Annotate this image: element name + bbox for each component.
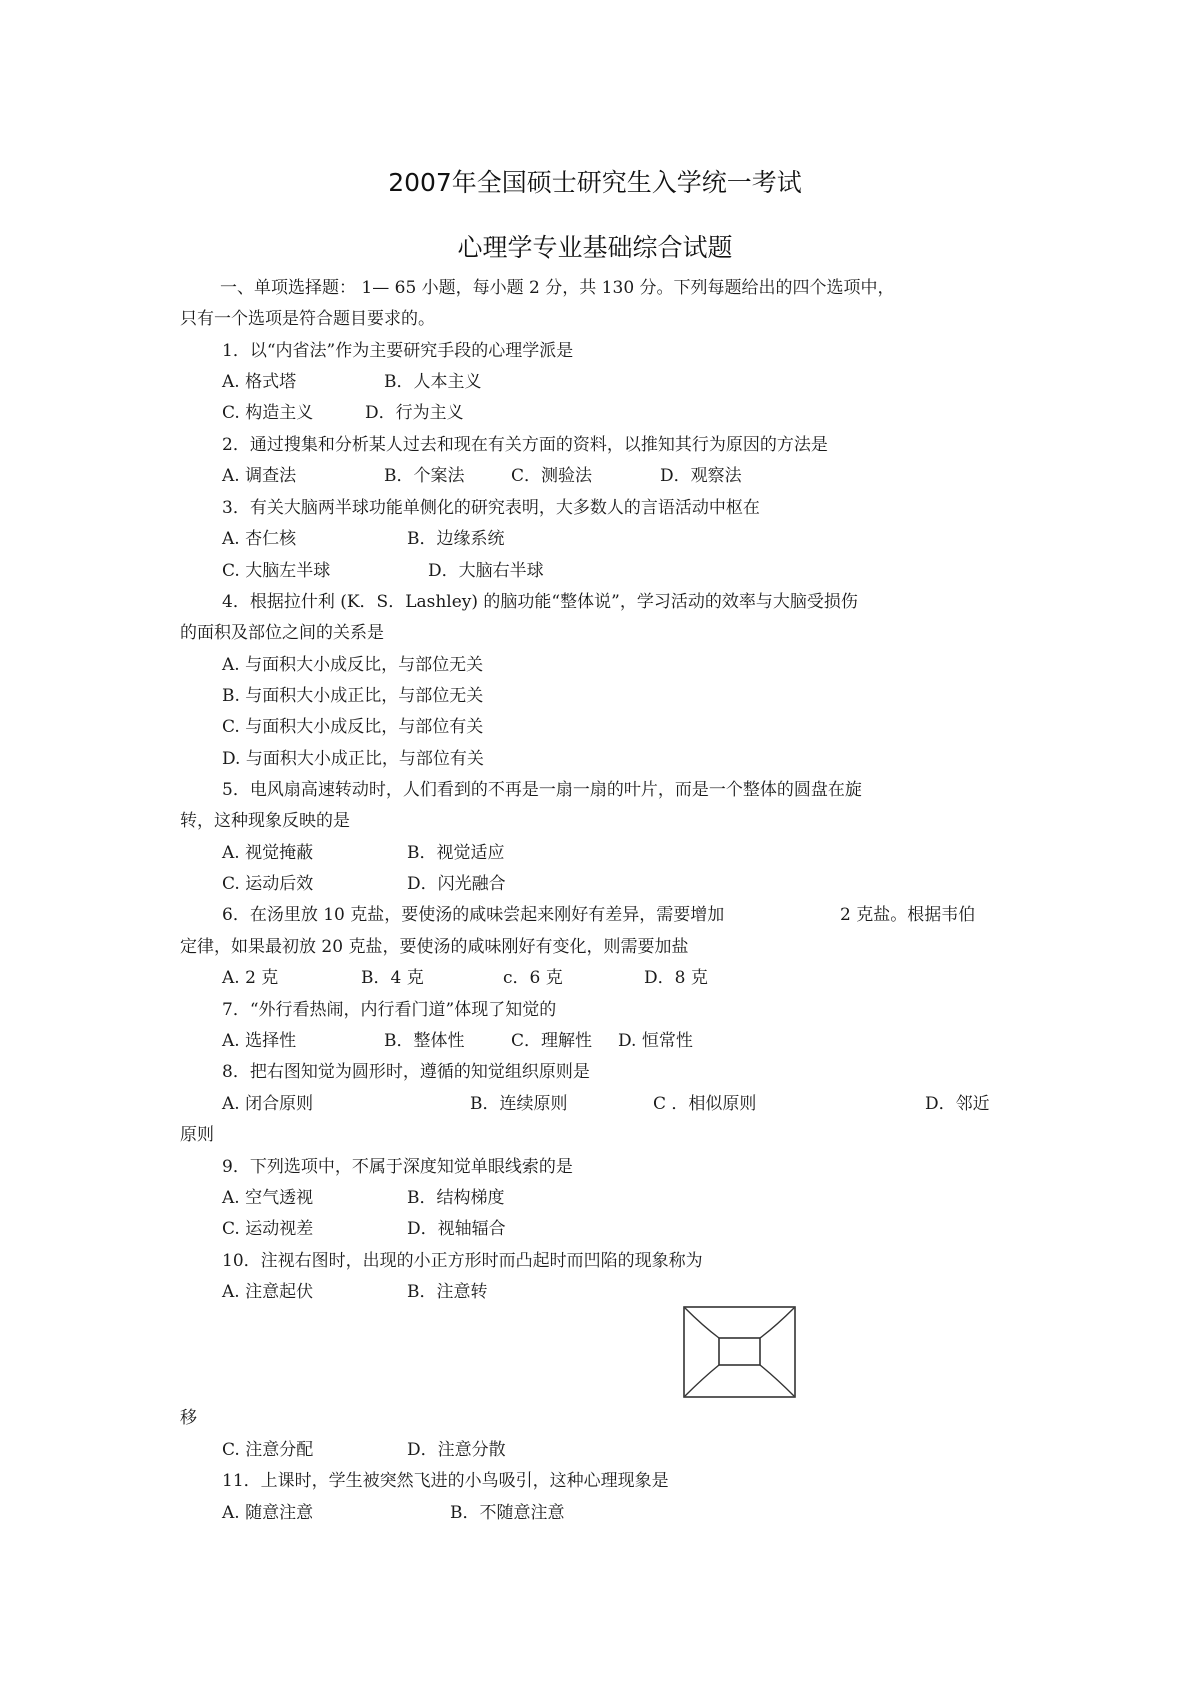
- q1-stem: 1．以“内省法”作为主要研究手段的心理学派是: [222, 341, 574, 361]
- q8-option-c: C ．相似原则: [653, 1094, 757, 1114]
- q9-option-d: D．视轴辐合: [407, 1219, 506, 1239]
- q4-option-c: C. 与面积大小成反比，与部位有关: [222, 717, 484, 737]
- q8-option-b: B．连续原则: [470, 1094, 568, 1114]
- q7-stem: 7．“外行看热闹，内行看门道”体现了知觉的: [222, 1000, 557, 1020]
- q2-stem: 2．通过搜集和分析某人过去和现在有关方面的资料，以推知其行为原因的方法是: [222, 435, 828, 455]
- q1-option-d: D．行为主义: [365, 403, 464, 423]
- q6-stem-line-1a: 6．在汤里放 10 克盐，要使汤的咸味尝起来刚好有差异，需要增加: [222, 905, 725, 925]
- q9-option-b: B．结构梯度: [407, 1188, 505, 1208]
- q6-option-a: A. 2 克: [222, 968, 279, 988]
- q5-option-a: A. 视觉掩蔽: [222, 843, 314, 863]
- q11-option-b: B．不随意注意: [450, 1503, 565, 1523]
- q7-option-b: B．整体性: [384, 1031, 465, 1051]
- q7-option-d: D. 恒常性: [618, 1031, 693, 1051]
- q8-option-d: D．邻近: [925, 1094, 990, 1114]
- figure-curve-bottom-left: [685, 1365, 719, 1396]
- q7-option-a: A. 选择性: [222, 1031, 297, 1051]
- q9-stem: 9．下列选项中，不属于深度知觉单眼线索的是: [222, 1157, 573, 1177]
- q6-stem-line-2: 定律，如果最初放 20 克盐，要使汤的咸味刚好有变化，则需要加盐: [180, 937, 689, 957]
- q10-stem: 10．注视右图时，出现的小正方形时而凸起时而凹陷的现象称为: [222, 1251, 703, 1271]
- q9-option-a: A. 空气透视: [222, 1188, 314, 1208]
- q10-option-d: D．注意分散: [407, 1440, 506, 1460]
- q3-option-a: A. 杏仁核: [222, 529, 297, 549]
- q4-option-d: D. 与面积大小成正比，与部位有关: [222, 749, 484, 769]
- q5-option-b: B．视觉适应: [407, 843, 505, 863]
- q5-stem-line-1: 5．电风扇高速转动时，人们看到的不再是一扇一扇的叶片，而是一个整体的圆盘在旋: [222, 780, 862, 800]
- q3-option-b: B．边缘系统: [407, 529, 505, 549]
- q10-option-b-wrap: 移: [180, 1408, 197, 1428]
- q6-option-b: B．4 克: [361, 968, 424, 988]
- q7-option-c: C．理解性: [511, 1031, 593, 1051]
- exam-subtitle: 心理学专业基础综合试题: [457, 233, 733, 262]
- q4-option-a: A. 与面积大小成反比，与部位无关: [222, 655, 484, 675]
- figure-curve-bottom-right: [760, 1365, 794, 1396]
- q5-option-d: D．闪光融合: [407, 874, 506, 894]
- q10-option-b: B．注意转: [407, 1282, 488, 1302]
- q11-stem: 11．上课时，学生被突然飞进的小鸟吸引，这种心理现象是: [222, 1471, 669, 1491]
- q4-stem-line-1: 4．根据拉什利 (K．S．Lashley) 的脑功能“整体说”，学习活动的效率与大脑受损伤: [222, 592, 858, 612]
- q6-option-c: c．6 克: [503, 968, 563, 988]
- figure-curve-top-right: [760, 1308, 794, 1338]
- q2-option-c: C．测验法: [511, 466, 593, 486]
- q8-stem: 8．把右图知觉为圆形时，遵循的知觉组织原则是: [222, 1062, 590, 1082]
- square-illusion-figure: [683, 1306, 796, 1398]
- q4-option-b: B. 与面积大小成正比，与部位无关: [222, 686, 484, 706]
- q6-option-d: D．8 克: [644, 968, 708, 988]
- q6-stem-line-1b: 2 克盐。根据韦伯: [840, 905, 976, 925]
- q2-option-a: A. 调查法: [222, 466, 297, 486]
- figure-inner-square: [719, 1338, 760, 1365]
- q4-stem-line-2: 的面积及部位之间的关系是: [180, 623, 384, 643]
- q3-stem: 3．有关大脑两半球功能单侧化的研究表明，大多数人的言语活动中枢在: [222, 498, 760, 518]
- q3-option-d: D．大脑右半球: [428, 561, 544, 581]
- q3-option-c: C. 大脑左半球: [222, 561, 331, 581]
- q1-option-c: C. 构造主义: [222, 403, 314, 423]
- figure-curve-top-left: [685, 1308, 719, 1338]
- instructions-line-1: 一、单项选择题： 1— 65 小题，每小题 2 分，共 130 分。下列每题给出的四个选项中，: [220, 278, 895, 298]
- q9-option-c: C. 运动视差: [222, 1219, 314, 1239]
- q8-option-a: A. 闭合原则: [222, 1094, 314, 1114]
- q5-stem-line-2: 转，这种现象反映的是: [180, 811, 350, 831]
- q2-option-b: B．个案法: [384, 466, 465, 486]
- q1-option-a: A. 格式塔: [222, 372, 297, 392]
- figure-outer-square: [684, 1307, 795, 1397]
- instructions-line-2: 只有一个选项是符合题目要求的。: [180, 309, 435, 329]
- q11-option-a: A. 随意注意: [222, 1503, 314, 1523]
- exam-title: 2007年全国硕士研究生入学统一考试: [388, 168, 802, 197]
- q8-option-d-wrap: 原则: [180, 1125, 214, 1145]
- q2-option-d: D．观察法: [660, 466, 742, 486]
- q10-option-a: A. 注意起伏: [222, 1282, 314, 1302]
- q1-option-b: B．人本主义: [384, 372, 482, 392]
- q5-option-c: C. 运动后效: [222, 874, 314, 894]
- q10-option-c: C. 注意分配: [222, 1440, 314, 1460]
